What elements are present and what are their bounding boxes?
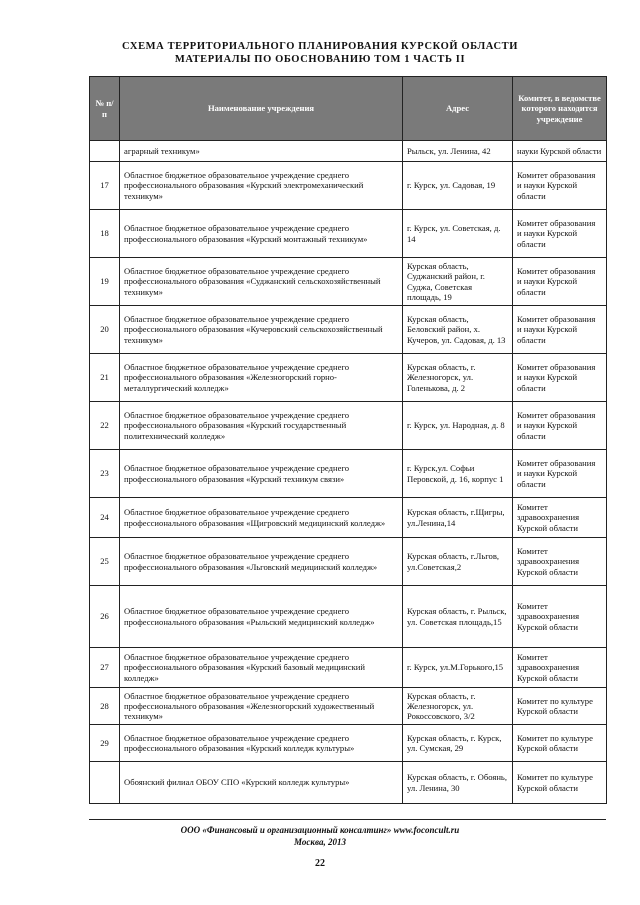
- institution-name: Областное бюджетное образовательное учреждение среднего профессионального образования «Кучеровский сельскохозяйственный техникум»: [120, 306, 403, 354]
- col-header-address: Адрес: [403, 77, 513, 141]
- institution-committee: Комитет образования и науки Курской области: [513, 402, 607, 450]
- row-number: 26: [90, 586, 120, 648]
- table-row: [90, 688, 607, 725]
- row-number: 18: [90, 210, 120, 258]
- institution-address: Курская область, Суджанский район, г. Суджа, Советская площадь, 19: [403, 258, 513, 306]
- institution-committee: Комитет образования и науки Курской области: [513, 354, 607, 402]
- institution-name: Областное бюджетное образовательное учреждение среднего профессионального образования «Курский базовый медицинский колледж»: [120, 648, 403, 688]
- table-row: [90, 586, 607, 648]
- row-number: 22: [90, 402, 120, 450]
- institution-name: Областное бюджетное образовательное учреждение среднего профессионального образования «Курский электромеханический техникум»: [120, 162, 403, 210]
- institution-committee: Комитет здравоохранения Курской области: [513, 498, 607, 538]
- institution-address: г. Курск,ул. Софьи Перовской, д. 16, корпус 1: [403, 450, 513, 498]
- institution-committee: Комитет образования и науки Курской области: [513, 450, 607, 498]
- document-title-line1: СХЕМА ТЕРРИТОРИАЛЬНОГО ПЛАНИРОВАНИЯ КУРСКОЙ ОБЛАСТИ: [121, 41, 519, 52]
- footer-company: ООО «Финансовый и организационный консалтинг» www.foconcult.ru: [180, 825, 460, 835]
- institution-address: Курская область, Беловский район, х. Кучеров, ул. Садовая, д. 13: [403, 306, 513, 354]
- institution-address: г. Курск, ул. Садовая, 19: [403, 162, 513, 210]
- institution-name: Областное бюджетное образовательное учреждение среднего профессионального образования «Суджанский сельскохозяйственный техникум»: [120, 258, 403, 306]
- institution-name: Областное бюджетное образовательное учреждение среднего профессионального образования «Курский государственный политехнический колледж»: [120, 402, 403, 450]
- col-header-name: Наименование учреждения: [120, 77, 403, 141]
- institution-name: Областное бюджетное образовательное учреждение среднего профессионального образования «Курский монтажный техникум»: [120, 210, 403, 258]
- table-row: [90, 450, 607, 498]
- institution-committee: Комитет образования и науки Курской области: [513, 306, 607, 354]
- table-row: [90, 210, 607, 258]
- col-header-committee: Комитет, в ведомстве которого находится учреждение: [513, 77, 607, 141]
- row-number: [90, 762, 120, 804]
- institution-address: Рыльск, ул. Ленина, 42: [403, 141, 513, 162]
- institution-committee: Комитет образования и науки Курской области: [513, 162, 607, 210]
- table-row: [90, 141, 607, 162]
- table-row: [90, 162, 607, 210]
- table-row: [90, 402, 607, 450]
- table-header-row: [90, 77, 607, 141]
- institution-name: Областное бюджетное образовательное учреждение среднего профессионального образования «Курский колледж культуры»: [120, 725, 403, 762]
- row-number: 29: [90, 725, 120, 762]
- row-number: [90, 141, 120, 162]
- table-row: [90, 498, 607, 538]
- institution-name: Областное бюджетное образовательное учреждение среднего профессионального образования «Железногорский горно-металлургический колледж»: [120, 354, 403, 402]
- row-number: 20: [90, 306, 120, 354]
- table-row: [90, 725, 607, 762]
- institution-address: Курская область, г.Щигры, ул.Ленина,14: [403, 498, 513, 538]
- institution-address: Курская область, г. Рыльск, ул. Советская площадь,15: [403, 586, 513, 648]
- institution-address: г. Курск, ул.М.Горького,15: [403, 648, 513, 688]
- institution-committee: Комитет по культуре Курской области: [513, 688, 607, 725]
- col-header-num: № п/п: [90, 77, 120, 141]
- footer-divider: [89, 819, 606, 820]
- institution-committee: Комитет образования и науки Курской области: [513, 258, 607, 306]
- institution-address: г. Курск, ул. Советская, д. 14: [403, 210, 513, 258]
- institution-name: Областное бюджетное образовательное учреждение среднего профессионального образования «Льговский медицинский колледж»: [120, 538, 403, 586]
- row-number: 21: [90, 354, 120, 402]
- row-number: 25: [90, 538, 120, 586]
- footer-city-year: Москва, 2013: [294, 837, 346, 847]
- institution-name: аграрный техникум»: [120, 141, 403, 162]
- table-body: [90, 141, 607, 804]
- institution-address: Курская область, г. Железногорск, ул. Голенькова, д. 2: [403, 354, 513, 402]
- institution-name: Областное бюджетное образовательное учреждение среднего профессионального образования «Щигровский медицинский колледж»: [120, 498, 403, 538]
- table-row: [90, 258, 607, 306]
- table-row: [90, 538, 607, 586]
- institution-committee: Комитет здравоохранения Курской области: [513, 538, 607, 586]
- institution-name: Областное бюджетное образовательное учреждение среднего профессионального образования «Железногорский художественный техникум»: [120, 688, 403, 725]
- institution-name: Областное бюджетное образовательное учреждение среднего профессионального образования «Курский техникум связи»: [120, 450, 403, 498]
- institution-name: Областное бюджетное образовательное учреждение среднего профессионального образования «Рыльский медицинский колледж»: [120, 586, 403, 648]
- row-number: 23: [90, 450, 120, 498]
- institution-committee: Комитет по культуре Курской области: [513, 725, 607, 762]
- table-row: [90, 648, 607, 688]
- row-number: 27: [90, 648, 120, 688]
- institution-committee: Комитет здравоохранения Курской области: [513, 648, 607, 688]
- institution-committee: Комитет здравоохранения Курской области: [513, 586, 607, 648]
- institution-committee: науки Курской области: [513, 141, 607, 162]
- table-row: [90, 306, 607, 354]
- row-number: 19: [90, 258, 120, 306]
- table-row: [90, 354, 607, 402]
- institution-address: Курская область, г. Железногорск, ул. Рокоссовского, 3/2: [403, 688, 513, 725]
- institution-committee: Комитет образования и науки Курской области: [513, 210, 607, 258]
- institution-address: Курская область, г. Курск, ул. Сумская, 29: [403, 725, 513, 762]
- institution-address: г. Курск, ул. Народная, д. 8: [403, 402, 513, 450]
- institution-committee: Комитет по культуре Курской области: [513, 762, 607, 804]
- institution-name: Обоянский филиал ОБОУ СПО «Курский колледж культуры»: [120, 762, 403, 804]
- document-title-line2: МАТЕРИАЛЫ ПО ОБОСНОВАНИЮ ТОМ 1 ЧАСТЬ II: [174, 54, 466, 65]
- table-row: [90, 762, 607, 804]
- row-number: 28: [90, 688, 120, 725]
- institution-address: Курская область, г.Льгов, ул.Советская,2: [403, 538, 513, 586]
- institution-address: Курская область, г. Обоянь, ул. Ленина, 30: [403, 762, 513, 804]
- institutions-table: [89, 76, 607, 804]
- page-number: 22: [315, 858, 325, 869]
- row-number: 24: [90, 498, 120, 538]
- row-number: 17: [90, 162, 120, 210]
